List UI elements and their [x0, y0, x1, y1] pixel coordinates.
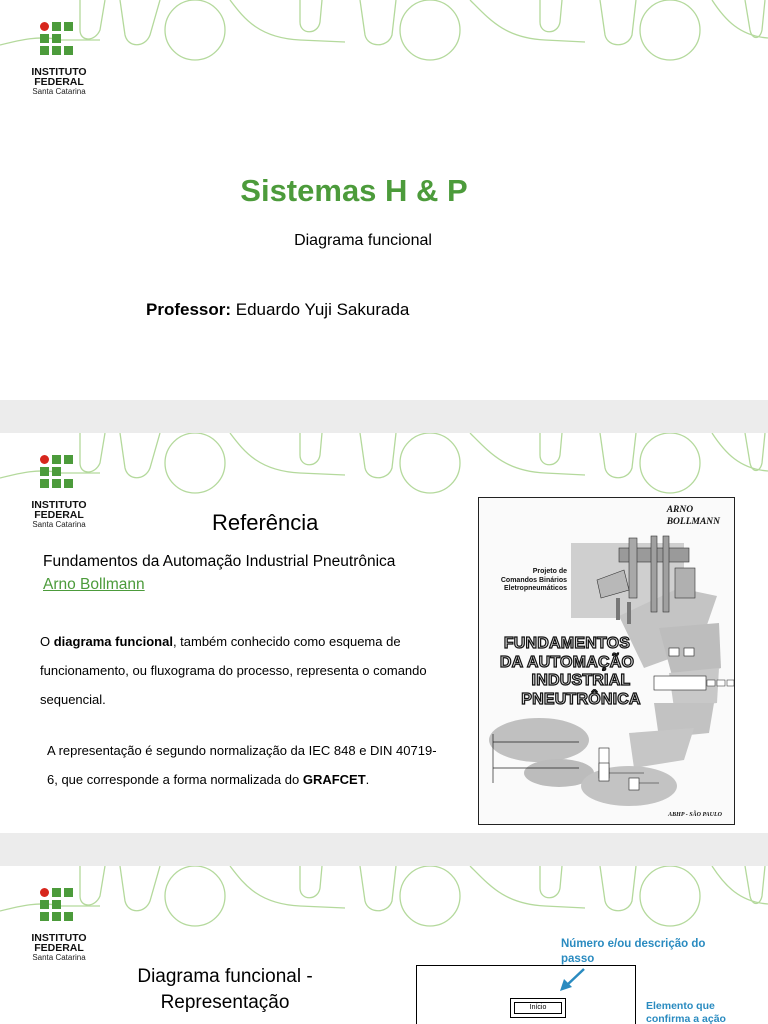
cover-title-line: DA AUTOMAÇÃO	[499, 653, 635, 671]
logo-line-3: Santa Catarina	[32, 953, 86, 962]
professor-name: Eduardo Yuji Sakurada	[231, 300, 410, 319]
logo-line-2: FEDERAL	[34, 76, 84, 88]
logo-grid-icon	[40, 22, 73, 58]
paragraph-definition	[40, 627, 450, 714]
paragraph-text: A representação é segundo normalização da IEC 848 e DIN 40719-6, que corresponde a forma normalizada do	[47, 743, 437, 787]
cover-project	[482, 568, 567, 594]
author-link[interactable]: Arno Bollmann	[43, 576, 145, 593]
cover-project-line: Comandos Binários	[500, 576, 567, 584]
annotation-step-number: Número e/ou descrição do passo	[561, 938, 706, 965]
slide-gap	[0, 400, 768, 433]
logo-line-1: INSTITUTO	[31, 932, 87, 944]
logo-grid-icon	[40, 888, 73, 924]
logo-line-1: INSTITUTO	[31, 66, 87, 78]
logo-line-1: INSTITUTO	[31, 499, 87, 511]
cover-title	[487, 635, 647, 709]
cover-project-line: Eletropneumáticos	[503, 585, 567, 592]
representation-heading	[115, 964, 335, 1016]
professor-line	[146, 300, 409, 320]
cover-project-line: Projeto de	[532, 568, 567, 575]
paragraph-text: .	[365, 772, 370, 787]
book-title: Fundamentos da Automação Industrial Pneutrônica	[43, 553, 396, 570]
reference-heading: Referência	[212, 510, 319, 535]
arrow-icon	[558, 966, 588, 992]
professor-label: Professor:	[146, 300, 232, 319]
cover-title-line: FUNDAMENTOS	[503, 635, 631, 652]
initial-step-box	[510, 998, 566, 1018]
book-cover-image	[478, 497, 735, 825]
annotation-confirm-element: Elemento que confirma a ação	[646, 1000, 726, 1024]
initial-step-label: Início	[514, 1002, 562, 1014]
cover-publisher: ABHP - SÃO PAULO	[668, 812, 722, 818]
paragraph-standard	[47, 736, 447, 794]
cover-title-line: PNEUTRÔNICA	[521, 690, 641, 708]
slide-gap	[0, 833, 768, 866]
heading-line: Representação	[160, 992, 290, 1013]
cover-author-line: ARNO	[666, 505, 694, 515]
paragraph-text: , também conhecido como esquema de funcionamento, ou fluxograma do processo, representa o comando sequencial.	[40, 634, 427, 707]
slide-reference	[0, 433, 768, 833]
slide-subtitle: Diagrama funcional	[294, 232, 432, 249]
logo-grid-icon	[40, 455, 73, 491]
decorative-header-pattern	[0, 866, 768, 946]
slide-title-text: Sistemas H & P	[240, 173, 468, 208]
logo-line-2: FEDERAL	[34, 942, 84, 954]
slide-representation	[0, 866, 768, 1024]
cover-author	[667, 504, 720, 528]
slide-title	[0, 0, 768, 400]
paragraph-bold-term: GRAFCET	[302, 772, 366, 787]
logo-line-3: Santa Catarina	[32, 520, 86, 529]
logo-line-3: Santa Catarina	[32, 87, 86, 96]
logo-line-2: FEDERAL	[34, 509, 84, 521]
cover-author-line: BOLLMANN	[666, 517, 720, 527]
decorative-header-pattern	[0, 0, 768, 80]
paragraph-bold-term: diagrama funcional	[53, 634, 173, 649]
paragraph-text: O	[40, 634, 54, 649]
cover-title-line: INDUSTRIAL	[531, 672, 631, 689]
heading-line: Diagrama funcional -	[137, 966, 313, 987]
